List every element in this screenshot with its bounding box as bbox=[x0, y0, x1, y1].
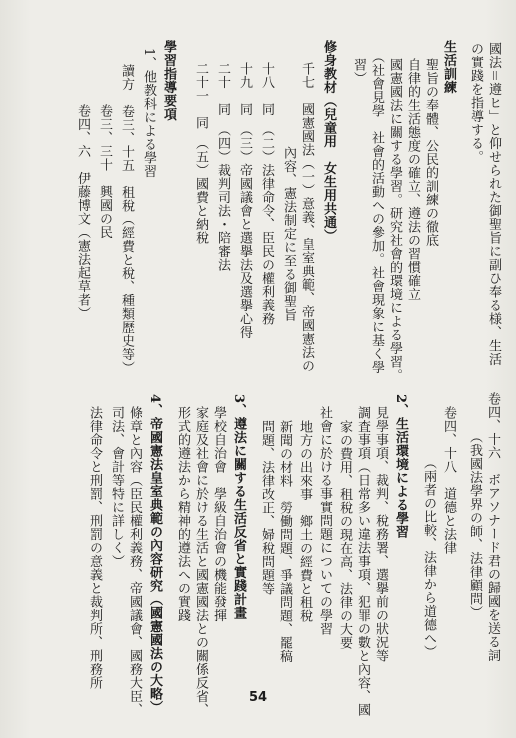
text-line: 卷四、十八 道德と法律 bbox=[441, 406, 456, 555]
text-line: 十九 同 （三）帝國議會と選擧法及選擧心得 bbox=[237, 62, 252, 339]
section-heading: 3、遵法に關する生活反省と實踐計畫 bbox=[231, 394, 246, 620]
section-heading: 4、帝國憲法皇室典範の內容研究（國憲國法の大略） bbox=[147, 394, 162, 715]
text-line: 社會に於ける事實問題についての學習 bbox=[317, 406, 332, 636]
text-line: 見學事項、裁判、稅務署、選擧前の狀況等 bbox=[373, 406, 388, 663]
section-heading: 學習指導要項 bbox=[161, 40, 176, 121]
text-line: 十八 同 （二）法律命令、臣民の權利義務 bbox=[259, 62, 274, 326]
text-line: 問題、法律改正、婦稅問題等 bbox=[259, 420, 274, 596]
text-line: 國憲國法に關する學習。研究社會的環境による學習。 bbox=[387, 58, 402, 382]
text-line: 千七 國憲國法（一）意義、皇室典範、帝國憲法の bbox=[299, 62, 314, 373]
text-line: 國法＝遵ヒ」と仰せられた御聖旨に副ひ奉る様、生活 bbox=[486, 42, 501, 366]
text-line: 二十一 同 （五）國費と納稅 bbox=[193, 62, 208, 245]
text-line: 條章と內容（臣民權利義務、帝國議會、國務大臣、 bbox=[127, 406, 142, 717]
text-line: 家庭及社會に於ける生活と國憲國法との關係反省、 bbox=[193, 406, 208, 717]
text-line: 新聞の材料 勞働問題、爭議問題、罷稿 bbox=[277, 420, 292, 663]
text-line: 家の費用、租稅の現在高、法律の大要 bbox=[337, 420, 352, 650]
text-line: 調査事項（日常多い違法事項、犯罪の數と內容、國 bbox=[355, 406, 370, 717]
text-line: 習） bbox=[351, 58, 366, 85]
text-line: 卷四、六 伊藤博文（憲法起草者） bbox=[75, 104, 90, 320]
page-number: 54 bbox=[248, 690, 268, 705]
text-line: 自律的生活態度の確立、遵法の習慣確立 bbox=[405, 58, 420, 301]
text-line: 法律命令と刑罰、刑罰の意義と裁判所、刑務所 bbox=[87, 406, 102, 690]
text-line: 卷四、十六 ボアソナード君の歸國を送る詞 bbox=[485, 392, 500, 662]
text-line: 內容、憲法制定に至る御聖旨 bbox=[281, 146, 296, 322]
text-line: 學校自治會 學級自治會の機能發揮 bbox=[211, 406, 226, 622]
text-line: 形式的遵法から精神的遵法への實踐 bbox=[175, 406, 190, 622]
text-line: 司法、會計等特に詳しく） bbox=[109, 406, 124, 568]
text-line: 讀方 卷三、十五 租稅（經費と稅、種類歷史等） bbox=[119, 64, 134, 375]
text-line: （社會見學 社會的活動への參加。社會現象に基く學 bbox=[369, 50, 384, 374]
section-heading: 2、生活環境による學習 bbox=[393, 394, 408, 539]
text-line: の實踐を指導する。 bbox=[468, 42, 483, 164]
text-line: 地方の出來事 鄉土の經費と租稅 bbox=[297, 420, 312, 623]
text-line: 二十 同 （四）裁判司法・陪審法 bbox=[215, 62, 230, 272]
text-line: （兩者の比較、法律から道德へ） bbox=[421, 456, 436, 659]
section-heading: 修身教材（兒童用 女生用共通） bbox=[321, 40, 336, 243]
text-line: 卷三、三十 興國の民 bbox=[97, 104, 112, 239]
text-line: 聖旨の奉體、公民的訓練の徹底 bbox=[423, 58, 438, 247]
text-line: （我國法學界の師、法律顧問） bbox=[467, 430, 482, 619]
section-heading: 生活訓練 bbox=[441, 40, 456, 94]
text-line: 1、他教科による學習 bbox=[141, 48, 156, 179]
